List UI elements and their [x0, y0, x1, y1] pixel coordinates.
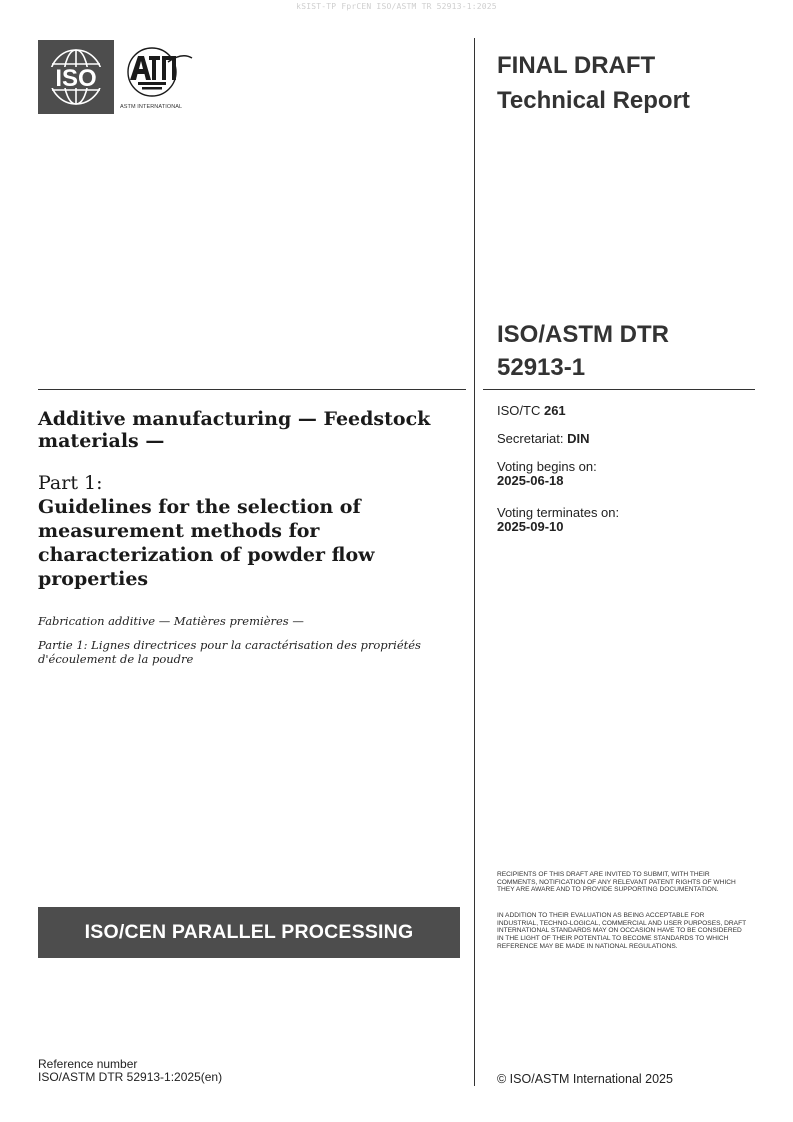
title-part: Guidelines for the selection of measurement methods for characterization of powder flow properties [38, 496, 375, 590]
tc-label: ISO/TC [497, 403, 541, 418]
document-status: FINAL DRAFT [497, 52, 656, 79]
secretariat-value: DIN [567, 431, 590, 446]
voting-begins-value: 2025-06-18 [497, 473, 564, 488]
notice-regulation: IN ADDITION TO THEIR EVALUATION AS BEING ACCEPTABLE FOR INDUSTRIAL, TECHNO-LOGICAL, COMMERCIAL AND USER PURPOSES, DRAFT INTERNATIONAL STANDARDS MAY ON OCCASION HAVE TO BE CONSIDERED IN THE LIGHT OF THEIR POTENTIAL TO BECOME STANDARDS TO WHICH REFERENCE MAY BE MADE IN NATIONAL REGULATIONS. [497, 912, 747, 950]
voting-ends-value: 2025-09-10 [497, 519, 564, 534]
voting-ends-label: Voting terminates on: [497, 505, 620, 520]
secretariat-line [497, 432, 590, 446]
reference-label: Reference number [38, 1057, 138, 1071]
voting-begins [497, 460, 597, 488]
parallel-processing-banner: ISO/CEN PARALLEL PROCESSING [38, 907, 460, 958]
vertical-divider [474, 38, 475, 1086]
tc-value: 261 [543, 403, 566, 418]
tc-line [497, 404, 566, 418]
copyright: © ISO/ASTM International 2025 [497, 1072, 673, 1086]
voting-begins-label: Voting begins on: [497, 459, 597, 474]
horizontal-divider-left [38, 389, 466, 390]
notice-patent: RECIPIENTS OF THIS DRAFT ARE INVITED TO SUBMIT, WITH THEIR COMMENTS, NOTIFICATION OF ANY RELEVANT PATENT RIGHTS OF WHICH THEY ARE AWARE AND TO PROVIDE SUPPORTING DOCUMENTATION. [497, 871, 736, 894]
document-number: ISO/ASTM DTR 52913-1 [497, 321, 669, 381]
astm-caption: ASTM INTERNATIONAL [120, 104, 183, 110]
part-label: Part 1: [38, 472, 103, 494]
french-title-part: Partie 1: Lignes directrices pour la caractérisation des propriétés d'écoulement de la poudre [38, 638, 421, 666]
secretariat-label: Secretariat: [497, 431, 564, 446]
iso-logo-text: ISO [55, 65, 97, 92]
title-main: Additive manufacturing — Feedstock materials — [38, 408, 431, 452]
horizontal-divider-right [483, 389, 755, 390]
voting-ends [497, 506, 619, 534]
french-title-main: Fabrication additive — Matières premières — [38, 614, 304, 628]
watermark: kSIST-TP FprCEN ISO/ASTM TR 52913-1:2025 [296, 2, 497, 11]
iso-globe-logo-icon [38, 40, 114, 114]
reference-number: ISO/ASTM DTR 52913-1:2025(en) [38, 1070, 223, 1084]
document-type: Technical Report [497, 87, 690, 114]
